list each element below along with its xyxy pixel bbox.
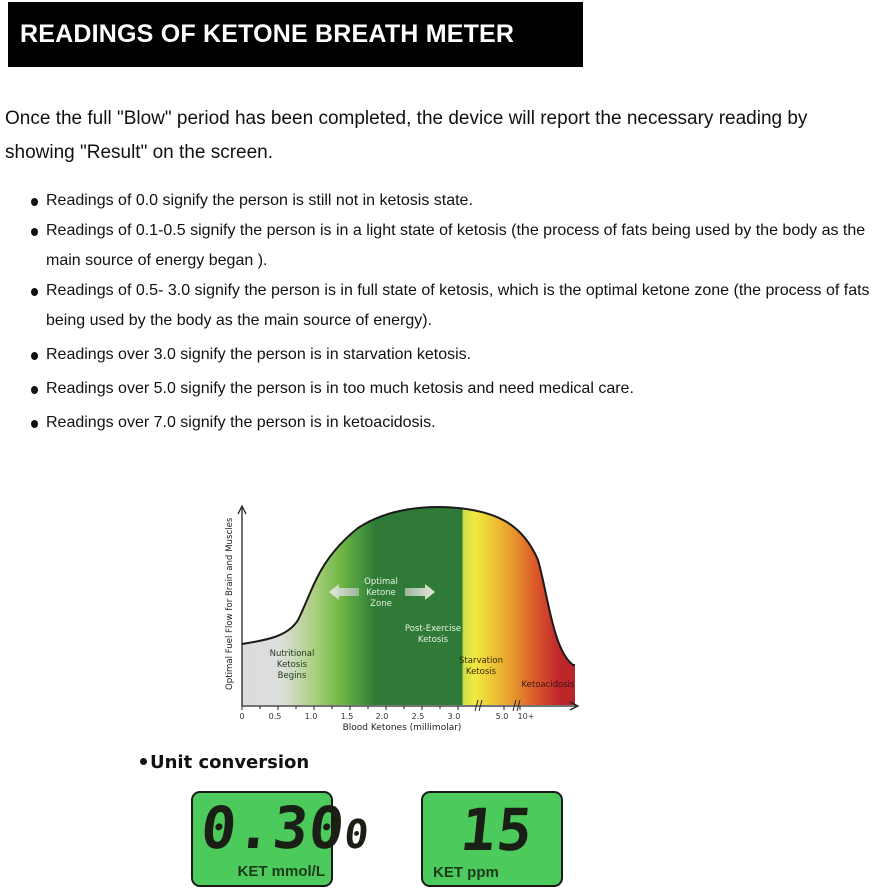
- lcd-reading: 15: [457, 796, 537, 864]
- bullet-icon: [31, 288, 38, 296]
- svg-text:Begins: Begins: [277, 671, 307, 681]
- bullet-icon: [31, 420, 38, 428]
- unit-conversion-heading: Unit conversion: [140, 752, 309, 773]
- svg-text:Nutritional: Nutritional: [269, 649, 315, 659]
- list-item: Readings of 0.0 signify the person is still not in ketosis state.: [30, 186, 875, 216]
- svg-text:3.0: 3.0: [447, 712, 461, 721]
- intro-paragraph: Once the full "Blow" period has been completed, the device will report the necessary reading by showing "Result" on the screen.: [5, 108, 808, 163]
- svg-text:1.5: 1.5: [340, 712, 354, 721]
- bullet-icon: [31, 198, 38, 206]
- list-item: Readings over 7.0 signify the person is in ketoacidosis.: [30, 408, 875, 438]
- ketone-zone-chart: [218, 500, 588, 740]
- chart-svg: [218, 500, 588, 740]
- lcd-reading: 0.300: [197, 794, 372, 862]
- list-item: Readings over 5.0 signify the person is in too much ketosis and need medical care.: [30, 374, 875, 404]
- bullet-icon: [140, 758, 147, 765]
- svg-text:2.0: 2.0: [375, 712, 389, 721]
- bullet-icon: [31, 228, 38, 236]
- svg-text:10+: 10+: [517, 712, 535, 721]
- svg-text:Ketosis: Ketosis: [417, 635, 449, 645]
- svg-text:Zone: Zone: [370, 599, 392, 609]
- page-title: READINGS OF KETONE BREATH METER: [20, 20, 515, 48]
- svg-text:Ketosis: Ketosis: [465, 667, 497, 677]
- bullet-icon: [31, 352, 38, 360]
- list-item: Readings of 0.1-0.5 signify the person is in a light state of ketosis (the process of fats being used by the body as the main source of energy began ).: [30, 216, 875, 276]
- svg-text:5.0: 5.0: [495, 712, 509, 721]
- lcd-display-ppm: [421, 791, 563, 887]
- readings-list: [30, 186, 875, 438]
- svg-text:Optimal: Optimal: [364, 577, 398, 587]
- svg-text:Starvation: Starvation: [459, 656, 503, 666]
- title-banner: [8, 2, 583, 67]
- y-axis-label: Optimal Fuel Flow for Brain and Muscles: [225, 517, 235, 690]
- svg-text:0.5: 0.5: [268, 712, 282, 721]
- svg-text:2.5: 2.5: [411, 712, 425, 721]
- zone-label-ketoacidosis: Ketoacidosis: [521, 680, 575, 690]
- lcd-unit-label: KET mmol/L: [237, 863, 325, 880]
- list-item: Readings over 3.0 signify the person is in starvation ketosis.: [30, 340, 875, 370]
- lcd-unit-label: KET ppm: [433, 864, 499, 881]
- svg-text:Post-Exercise: Post-Exercise: [404, 624, 462, 634]
- bullet-icon: [31, 386, 38, 394]
- list-item: Readings of 0.5- 3.0 signify the person is in full state of ketosis, which is the optimal ketone zone (the process of fats being used by the body as the main source of energy).: [30, 276, 875, 336]
- lcd-display-mmol: [191, 791, 372, 887]
- x-axis-label: Blood Ketones (millimolar): [342, 723, 462, 733]
- svg-text:Ketone: Ketone: [366, 588, 396, 598]
- svg-text:1.0: 1.0: [304, 712, 318, 721]
- x-tick-labels: [239, 712, 534, 721]
- svg-text:Ketosis: Ketosis: [276, 660, 308, 670]
- svg-text:0: 0: [239, 712, 245, 721]
